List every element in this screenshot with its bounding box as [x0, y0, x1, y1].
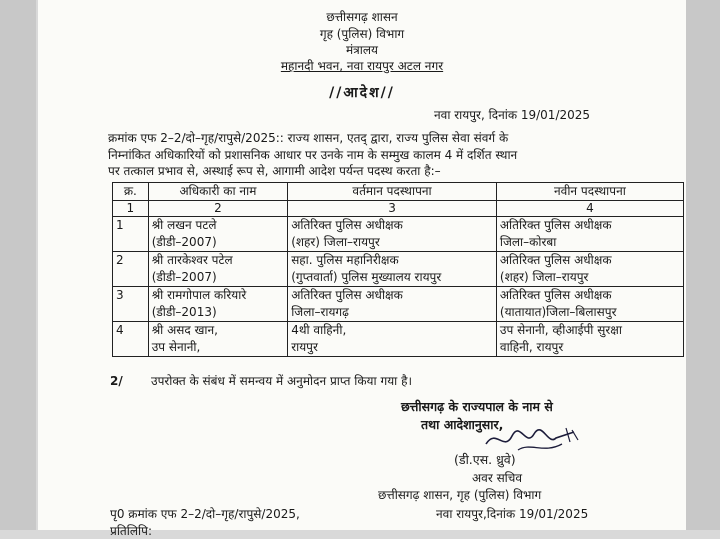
table-row — [113, 217, 684, 252]
new-posting: अतिरिक्त पुलिस अधीक्षक जिला–कोरबा — [496, 217, 683, 252]
left-margin — [0, 0, 36, 530]
header-address: महानदी भवन, नवा रायपुर अटल नगर — [280, 59, 444, 73]
new-posting: अतिरिक्त पुलिस अधीक्षक (यातायात)जिला–बिलासपुर — [496, 287, 683, 322]
header-new-posting: नवीन पदस्थापना — [496, 183, 683, 201]
header-sno: क्र. — [113, 183, 149, 201]
order-date: नवा रायपुर, दिनांक 19/01/2025 — [434, 108, 591, 122]
right-margin — [684, 0, 720, 530]
new-posting: अतिरिक्त पुलिस अधीक्षक (शहर) जिला–रायपुर — [496, 252, 683, 287]
signatory-designation: अवर सचिव — [472, 471, 523, 485]
row-sno: 4 — [113, 322, 149, 357]
point-text: उपरोक्त के संबंध में समन्वय में अनुमोदन प्राप्त किया गया है। — [151, 374, 412, 388]
signatory-department: छत्तीसगढ़ शासन, गृह (पुलिस) विभाग — [378, 488, 542, 502]
officer-name: श्री रामगोपाल करियारे (डीडी–2013) — [148, 287, 288, 322]
officer-name: श्री तारकेश्वर पटेल (डीडी–2007) — [148, 252, 288, 287]
row-sno: 3 — [113, 287, 149, 322]
header-officer-name: अधिकारी का नाम — [148, 183, 288, 201]
endorsement-copy-label: प्रतिलिपि: — [110, 524, 152, 538]
header-ministry: मंत्रालय — [345, 43, 378, 57]
table-row — [113, 252, 684, 287]
row-sno: 2 — [113, 252, 149, 287]
intro-line-3: पर तत्काल प्रभाव से, अस्थाई रूप से, आगामी आदेश पर्यन्त पदस्थ करता है:– — [108, 164, 441, 178]
current-posting: 4थी वाहिनी, रायपुर — [288, 322, 497, 357]
col-number: 2 — [148, 201, 288, 217]
current-posting: अतिरिक्त पुलिस अधीक्षक (शहर) जिला–रायपुर — [288, 217, 497, 252]
signature-date: नवा रायपुर,दिनांक 19/01/2025 — [436, 507, 589, 521]
new-posting: उप सेनानी, व्हीआईपी सुरक्षा वाहिनी, रायपुर — [496, 322, 683, 357]
document-page — [38, 0, 686, 538]
intro-line-2: निम्नांकित अधिकारियों को प्रशासनिक आधार पर उनके नाम के सम्मुख कालम 4 में दर्शित स्थान — [108, 148, 518, 162]
row-sno: 1 — [113, 217, 149, 252]
col-number: 4 — [496, 201, 683, 217]
table-row — [113, 322, 684, 357]
officer-name: श्री लखन पटले (डीडी–2007) — [148, 217, 288, 252]
table-row — [113, 287, 684, 322]
order-title: //आदेश// — [329, 85, 395, 101]
point-number: 2/ — [110, 374, 123, 388]
header-department: गृह (पुलिस) विभाग — [319, 27, 405, 41]
col-number: 1 — [113, 201, 149, 217]
table-number-row — [113, 201, 684, 217]
intro-line-1: क्रमांक एफ 2–2/दो–गृह/रापुसे/2025:: राज्य शासन, एतद् द्वारा, राज्य पुलिस सेवा संवर्ग के — [108, 131, 509, 145]
signatory-name: (डी.एस. ध्रुवे) — [454, 452, 516, 467]
signature-order-line: तथा आदेशानुसार, — [421, 417, 504, 432]
header-government: छत्तीसगढ़ शासन — [326, 10, 398, 24]
current-posting: सहा. पुलिस महानिरीक्षक (गुप्तवार्ता) पुलिस मुख्यालय रायपुर — [288, 252, 497, 287]
endorsement-number: पृ0 क्रमांक एफ 2–2/दो–गृह/रापुसे/2025, — [110, 507, 300, 521]
table-header-row — [113, 183, 684, 201]
posting-table — [112, 182, 684, 357]
officer-name: श्री असद खान, उप सेनानी, — [148, 322, 288, 357]
header-current-posting: वर्तमान पदस्थापना — [288, 183, 497, 201]
col-number: 3 — [288, 201, 497, 217]
signature-authority-line: छत्तीसगढ़ के राज्यपाल के नाम से — [401, 399, 553, 414]
current-posting: अतिरिक्त पुलिस अधीक्षक जिला–रायगढ़ — [288, 287, 497, 322]
